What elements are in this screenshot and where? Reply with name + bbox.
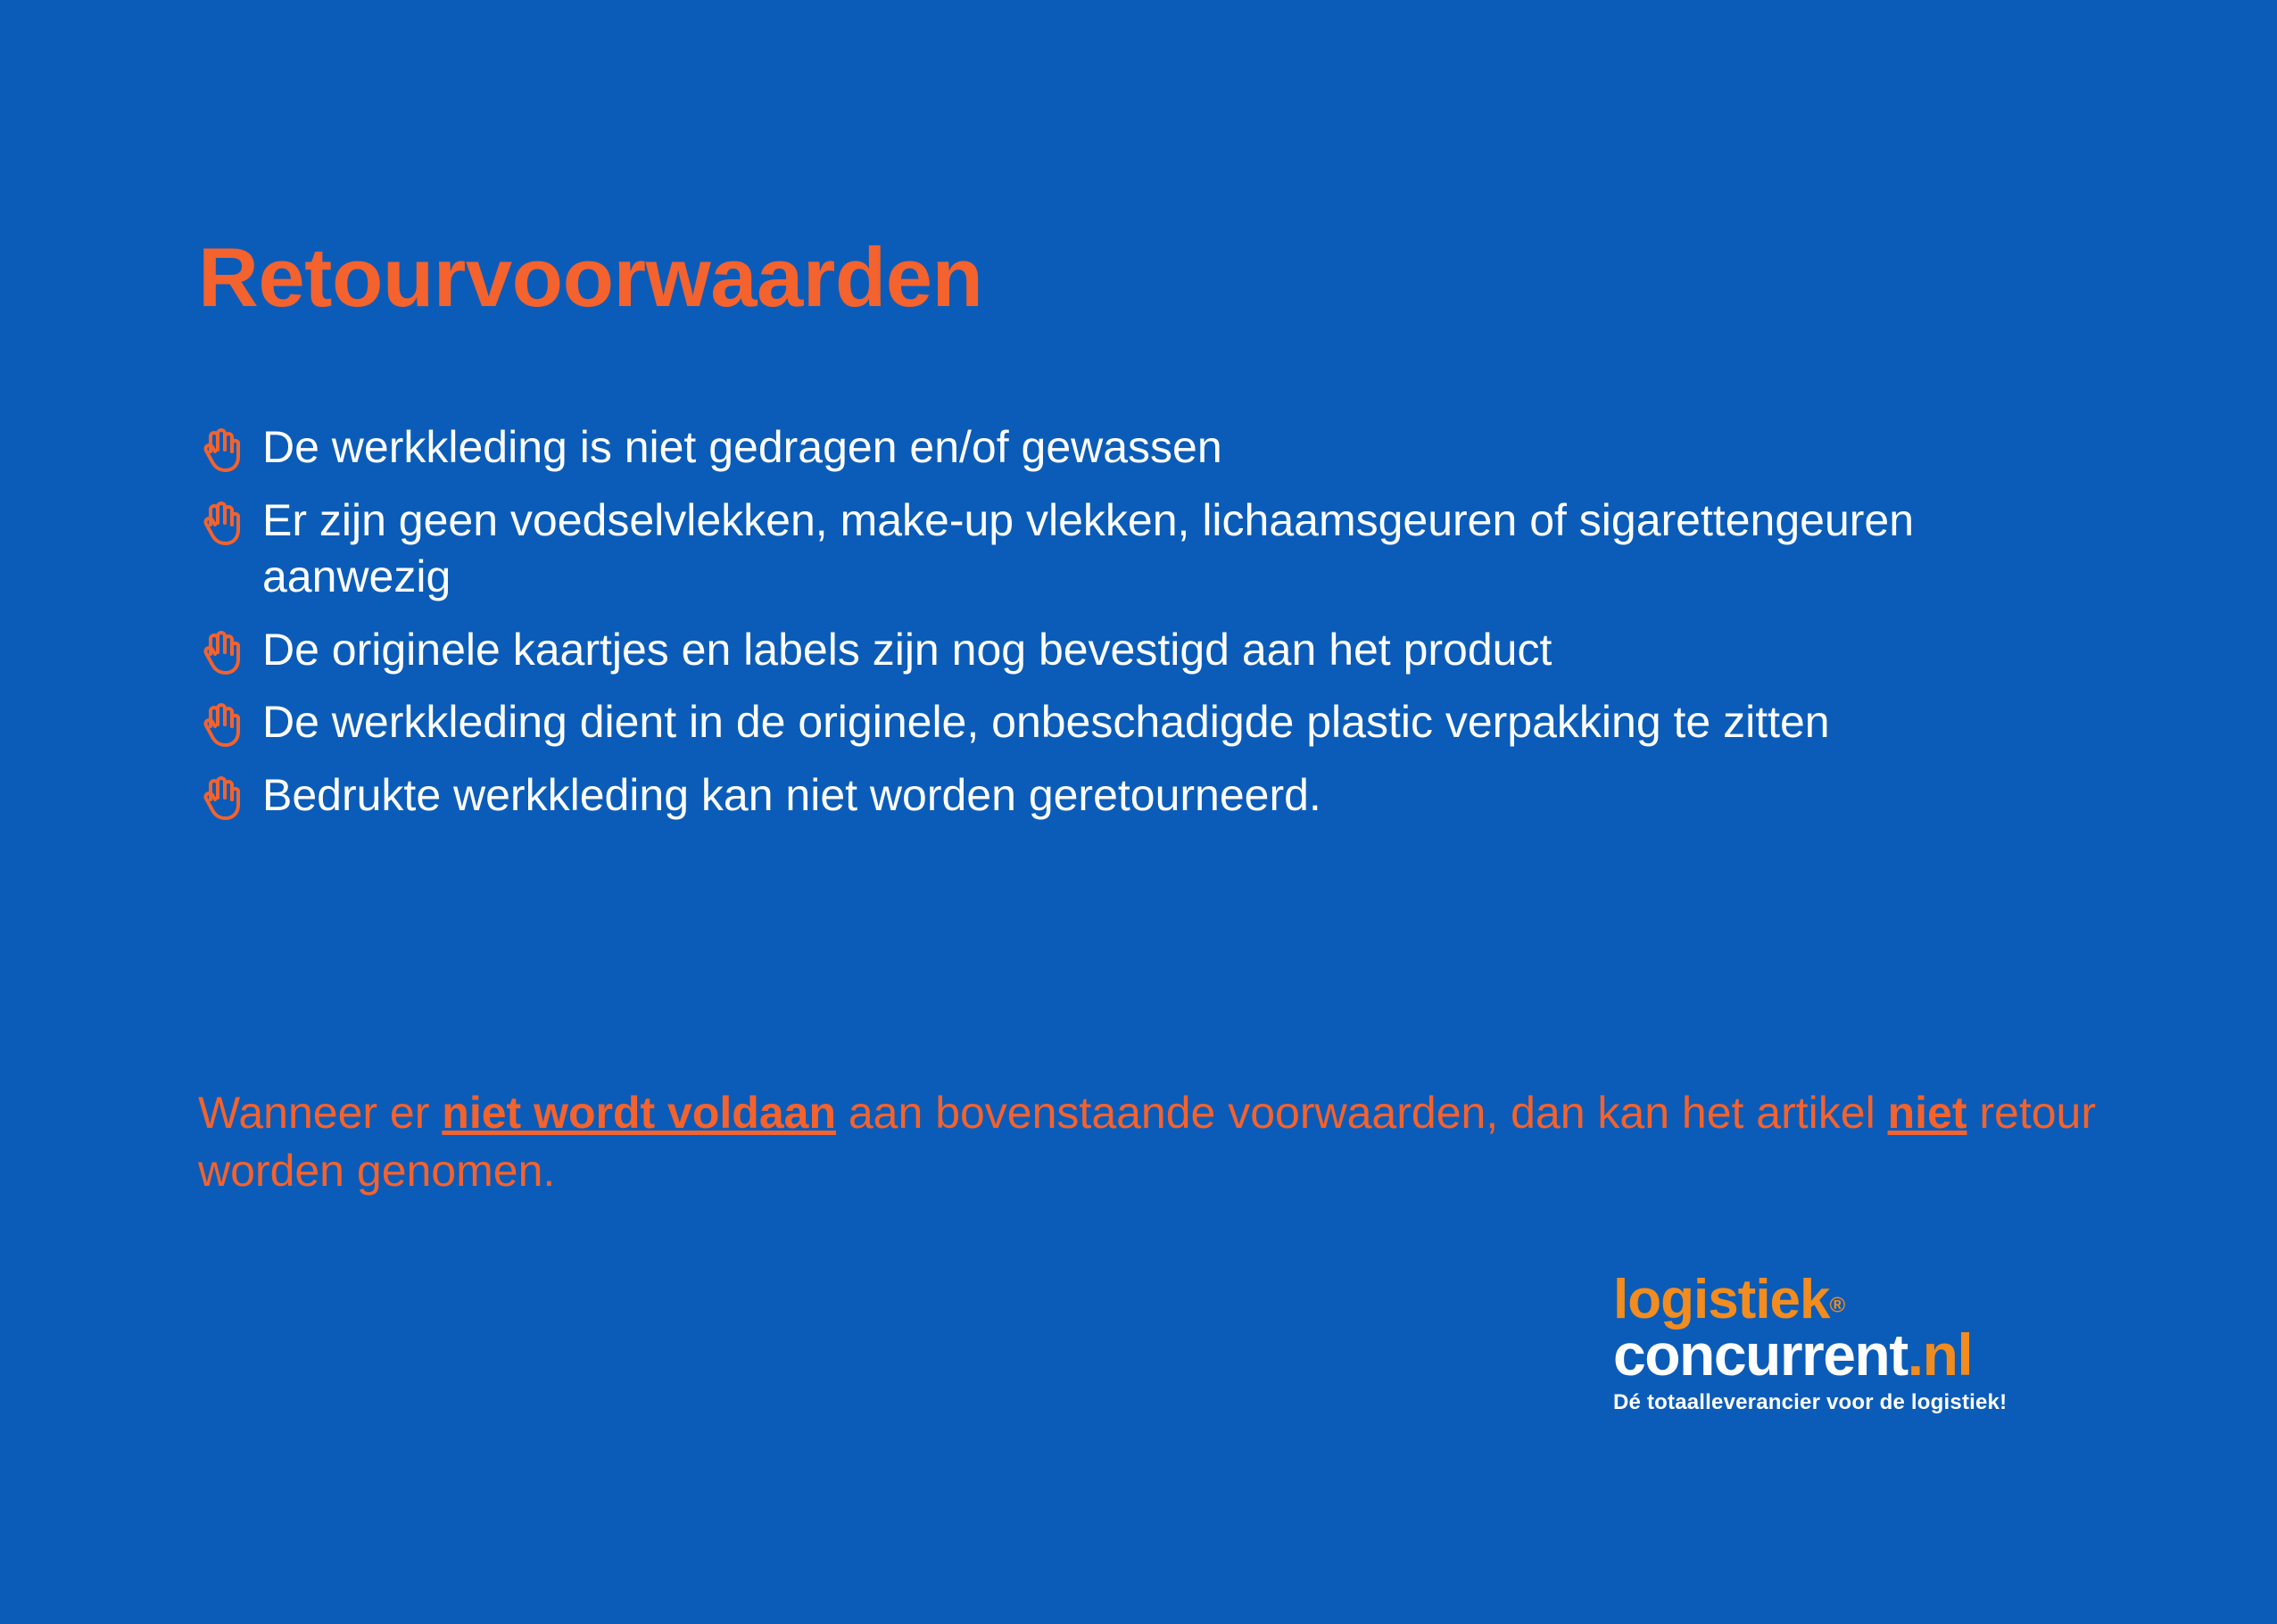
list-item-label: De werkkleding is niet gedragen en/of gewassen — [262, 422, 1222, 472]
hand-stop-icon — [198, 498, 244, 546]
hand-stop-icon — [198, 425, 244, 473]
hand-stop-icon — [198, 627, 244, 675]
company-logo — [1613, 1269, 2095, 1415]
bullet-list — [198, 419, 2099, 840]
list-item-label: De originele kaartjes en labels zijn nog bevestigd aan het product — [262, 624, 1552, 675]
registered-trademark-icon: ® — [1829, 1293, 1846, 1318]
note-part-1: Wanneer er — [198, 1088, 443, 1138]
list-item — [198, 493, 2099, 606]
logo-line-2-wrap — [1613, 1322, 2095, 1388]
list-item — [198, 767, 2099, 824]
note-part-2: aan bovenstaande voorwaarden, dan kan het artikel — [835, 1088, 1888, 1138]
note-emphasis-1: niet wordt voldaan — [442, 1088, 836, 1138]
list-item — [198, 419, 2099, 476]
logo-tagline: Dé totaalleverancier voor de logistiek! — [1613, 1389, 2008, 1414]
note-part-3: retour worden genomen. — [198, 1088, 2096, 1196]
list-item — [198, 622, 2099, 679]
list-item — [198, 694, 2099, 751]
logo-word-logistiek: logistiek — [1613, 1269, 1830, 1330]
logo-tld-nl: .nl — [1907, 1322, 1973, 1388]
page-title: Retourvoorwaarden — [198, 230, 983, 324]
list-item-label: Bedrukte werkkleding kan niet worden geretourneerd. — [262, 769, 1321, 820]
list-item-label: De werkkleding dient in de originele, onbeschadigde plastic verpakking te zitten — [262, 697, 1830, 747]
logo-line-1-wrap — [1613, 1269, 2095, 1330]
list-item-label: Er zijn geen voedselvlekken, make-up vlekken, lichaamsgeuren of sigarettengeuren aanwezig — [262, 494, 1915, 601]
logo-word-concurrent: concurrent — [1613, 1322, 1908, 1388]
hand-stop-icon — [198, 773, 244, 821]
note-emphasis-2: niet — [1887, 1088, 1967, 1138]
conditions-note — [198, 1084, 2107, 1200]
hand-stop-icon — [198, 700, 244, 748]
